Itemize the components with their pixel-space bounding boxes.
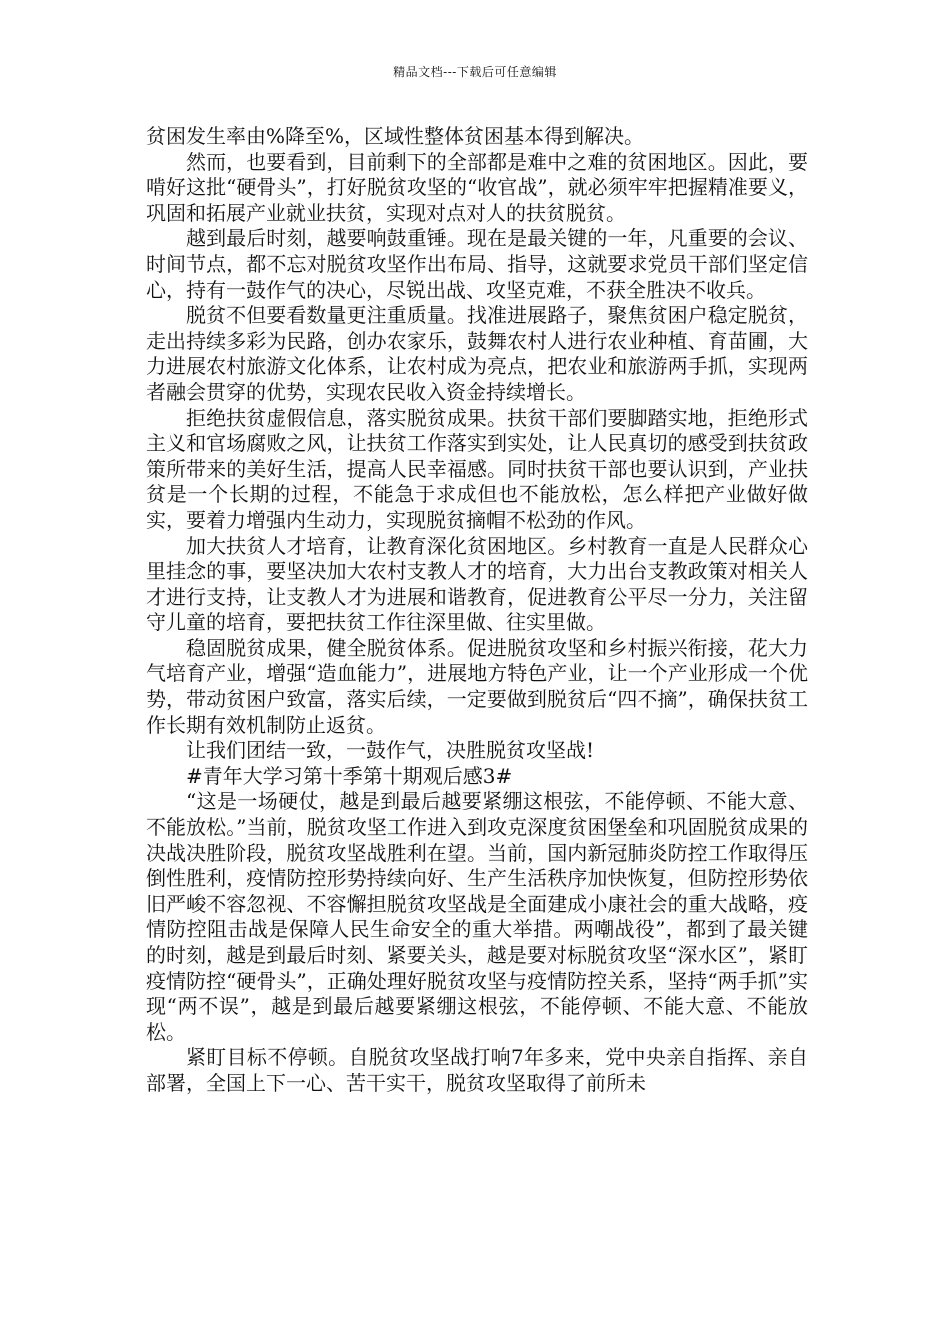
- paragraph-3: 越到最后时刻，越要响鼓重锤。现在是最关键的一年，凡重要的会议、时间节点，都不忘对脱贫攻坚作出布局、指导，这就要求党员干部们坚定信心，持有一鼓作气的决心，尽锐出战、攻坚克难，不获全胜决不收兵。: [146, 226, 808, 302]
- paragraph-9: “这是一场硬仗，越是到最后越要紧绷这根弦，不能停顿、不能大意、不能放松。”当前，脱贫攻坚工作进入到攻克深度贫困堡垒和巩固脱贫成果的决战决胜阶段，脱贫攻坚战胜利在望。当前，国内新冠肺炎防控工作取得压倒性胜利，疫情防控形势持续向好、生产生活秩序加快恢复，但防控形势依旧严峻不容忽视、不容懈担脱贫攻坚战是全面建成小康社会的重大战略，疫情防控阻击战是保障人民生命安全的重大举措。两嘲战役”，都到了最关键的时刻，越是到最后时刻、紧要关头，越是要对标脱贫攻坚“深水区”，紧盯疫情防控“硬骨头”，正确处理好脱贫攻坚与疫情防控关系，坚持“两手抓”实现“两不误”，越是到最后越要紧绷这根弦，不能停顿、不能大意、不能放松。: [146, 789, 808, 1044]
- paragraph-1: 贫困发生率由%降至%，区域性整体贫困基本得到解决。: [146, 124, 645, 148]
- paragraph-8: 让我们团结一致，一鼓作气，决胜脱贫攻坚战!: [186, 738, 595, 763]
- page-header: 精品文档---下载后可任意编辑: [393, 65, 557, 79]
- document-body: [146, 124, 808, 1097]
- paragraph-2: 然而，也要看到，目前剩下的全部都是难中之难的贫困地区。因此，要啃好这批“硬骨头”，打好脱贫攻坚的“收官战”，就必须牢牢把握精准要义，巩固和拓展产业就业扶贫，实现对点对人的扶贫脱贫。: [146, 149, 808, 225]
- paragraph-6: 加大扶贫人才培育，让教育深化贫困地区。乡村教育一直是人民群众心里挂念的事，要坚决加大农村支教人才的培育，大力出台支教政策对相关人才进行支持，让支教人才为进展和谐教育，促进教育公平尽一分力，关注留守儿童的培育，要把扶贫工作往深里做、往实里做。: [146, 533, 808, 635]
- paragraph-5: 拒绝扶贫虚假信息，落实脱贫成果。扶贫干部们要脚踏实地，拒绝形式主义和官场腐败之风，让扶贫工作落实到实处，让人民真切的感受到扶贫政策所带来的美好生活，提高人民幸福感。同时扶贫干部也要认识到，产业扶贫是一个长期的过程，不能急于求成但也不能放松，怎么样把产业做好做实，要着力增强内生动力，实现脱贫摘帽不松劲的作风。: [146, 405, 808, 532]
- section-heading: #青年大学习第十季第十期观后感3#: [186, 763, 513, 788]
- paragraph-7: 稳固脱贫成果，健全脱贫体系。促进脱贫攻坚和乡村振兴衔接，花大力气培育产业，增强“造血能力”，进展地方特色产业，让一个产业形成一个优势，带动贫困户致富，落实后续，一定要做到脱贫后“四不摘”，确保扶贫工作长期有效机制防止返贫。: [146, 635, 808, 737]
- paragraph-10: 紧盯目标不停顿。自脱贫攻坚战打响7年多来，党中央亲自指挥、亲自部署，全国上下一心、苦干实干，脱贫攻坚取得了前所未: [146, 1045, 808, 1095]
- paragraph-4: 脱贫不但要看数量更注重质量。找准进展路子，聚焦贫困户稳定脱贫，走出持续多彩为民路，创办农家乐，鼓舞农村人进行农业种植、育苗圃，大力进展农村旅游文化体系，让农村成为亮点，把农业和旅游两手抓，实现两者融会贯穿的优势，实现农民收入资金持续增长。: [146, 303, 808, 404]
